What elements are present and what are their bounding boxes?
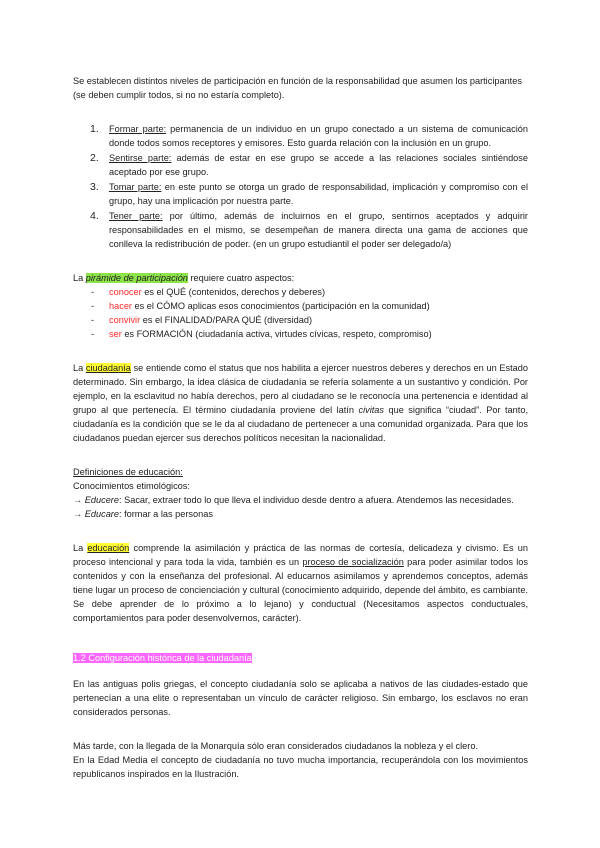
participation-levels-list (73, 122, 528, 251)
definition-item (73, 493, 528, 507)
level-term: Tomar parte: (109, 182, 162, 192)
list-item (73, 122, 528, 150)
socialization-term: proceso de socialización (302, 557, 404, 567)
list-item (73, 209, 528, 251)
citizenship-paragraph (73, 361, 528, 445)
pyramid-intro (73, 271, 528, 285)
list-item (73, 180, 528, 208)
definition-term: Educere (84, 495, 119, 505)
aspect-verb: conocer (109, 287, 142, 297)
level-text: además de estar en ese grupo se accede a las relaciones sociales sintiéndose aceptado por ese grupo. (109, 153, 528, 177)
citizenship-term-highlight: ciudadanía (85, 363, 131, 373)
history-paragraph-2: Más tarde, con la llegada de la Monarquía sólo eran considerados ciudadanos la nobleza y el clero. (73, 741, 479, 751)
dash-bullet: - (91, 315, 95, 325)
aspect-verb: ser (109, 329, 122, 339)
aspect-text: es el QUÉ (contenidos, derechos y deberes) (141, 287, 326, 297)
list-item (73, 327, 528, 341)
list-number: 4. (90, 210, 99, 222)
level-term: Formar parte: (109, 124, 167, 134)
list-number: 1. (90, 123, 99, 135)
aspect-verb: convivir (109, 315, 141, 325)
aspect-text: es FORMACIÓN (ciudadanía activa, virtudes cívicas, respeto, compromiso) (121, 329, 432, 339)
pyramid-aspects-list (73, 285, 528, 341)
text-span: La (73, 273, 86, 283)
document-body (73, 74, 528, 781)
dash-bullet: - (91, 301, 95, 311)
text-span: La (73, 543, 88, 553)
definition-text: : Sacar, extraer todo lo que lleva el individuo desde dentro a afuera. Atendemos las necesidades. (118, 495, 514, 505)
aspect-text: es el FINALIDAD/PARA QUÉ (diversidad) (140, 315, 313, 325)
list-item (73, 299, 528, 313)
education-term-highlight: educación (87, 543, 130, 553)
text-span: requiere cuatro aspectos: (187, 273, 295, 283)
list-item (73, 313, 528, 327)
level-term: Sentirse parte: (109, 153, 172, 163)
text-span: La (73, 363, 86, 373)
dash-bullet: - (91, 329, 95, 339)
intro-line-2: (se deben cumplir todos, si no no estaría completo). (73, 90, 285, 100)
definitions-subheading: Conocimientos etimológicos: (73, 481, 190, 491)
history-paragraph-3: En la Edad Media el concepto de ciudadanía no tuvo mucha importancia, recuperándola con los movimientos republicanos inspirados en la Ilustración. (73, 755, 528, 779)
section-heading-wrapper (73, 651, 528, 665)
aspect-verb: hacer (109, 301, 132, 311)
level-term: Tener parte: (109, 211, 163, 221)
text-span: para poder asimilar todos los contenidos y con la enseñanza del profesional. Al educarnos asimilamos y aprendemos conceptos, además tiene lugar un proceso de concienciación y cultural (conocimiento adquirido, depende del ámbito, es cambiante. Se debe aprender de lo próximo a lo lejano) y conductual (Necesitamos aspectos conductuales, comportamientos para poder desenvolvernos, carácter). (73, 557, 528, 623)
history-paragraph-1: En las antiguas polis griegas, el concepto ciudadanía solo se aplicaba a nativos de las ciudades-estado que pertenecían a una elite o representaban un vínculo de carácter religioso. Sin embargo, los esclavos no eran considerados personas. (73, 679, 528, 717)
dash-bullet: - (91, 287, 95, 297)
arrow-icon: → (73, 509, 83, 519)
list-item (73, 285, 528, 299)
level-text: por último, además de incluirnos en el grupo, sentirnos aceptados y adquirir responsabilidades en el mismo, se desempeñan de manera directa una gama de acciones que conlleva la redistribución de poder. (en un grupo estudiantil el poder ser delegado/a) (109, 211, 528, 249)
list-number: 3. (90, 181, 99, 193)
definition-text: : formar a las personas (118, 509, 213, 519)
text-span: se entiende como el status que nos habilita a ejercer nuestros deberes y derechos en un Estado determinado. Sin embargo, la idea clásica de ciudadanía se refería solamente a un sustantivo y condición. Por ejemplo, en la esclavitud no había derechos, pero al ciudadano se le reconocía una pertenencia e identidad al grupo al que pertenecía. El término ciudadanía proviene del latín (73, 363, 528, 415)
list-number: 2. (90, 152, 99, 164)
definitions-heading: Definiciones de educación: (73, 467, 183, 477)
intro-paragraph (73, 74, 528, 102)
definitions-block (73, 465, 528, 521)
latin-term: civitas (358, 405, 384, 415)
text-span: que significa “ciudad”. Por tanto, ciudadanía es la condición que se le da al ciudadano de pertenecer a una comunidad organizada. Para que los ciudadanos puedan ejercer sus derechos políticos necesitan la nacionalidad. (73, 405, 528, 443)
level-text: permanencia de un individuo en un grupo conectado a un sistema de comunicación donde todos somos receptores y emisores. Esto guarda relación con la inclusión en un grupo. (109, 124, 528, 148)
definition-term: Educare (84, 509, 119, 519)
definition-item (73, 507, 528, 521)
pyramid-term-highlight: pirámide de participación (85, 273, 188, 283)
intro-line-1: Se establecen distintos niveles de participación en función de la responsabilidad que asumen los participantes (73, 76, 522, 86)
aspect-text: es el CÓMO aplicas esos conocimientos (participación en la comunidad) (131, 301, 430, 311)
list-item (73, 151, 528, 179)
education-paragraph (73, 541, 528, 625)
text-span: comprende la asimilación y práctica de las normas de cortesía, delicadeza y civismo. Es un proceso intencional y para toda la vida, también es un (73, 543, 528, 567)
level-text: en este punto se otorga un grado de responsabilidad, implicación y compromiso con el grupo, hay una implicación por nuestra parte. (109, 182, 528, 206)
arrow-icon: → (73, 495, 83, 505)
section-heading: 1.2 Configuración histórica de la ciudadanía (73, 653, 252, 663)
